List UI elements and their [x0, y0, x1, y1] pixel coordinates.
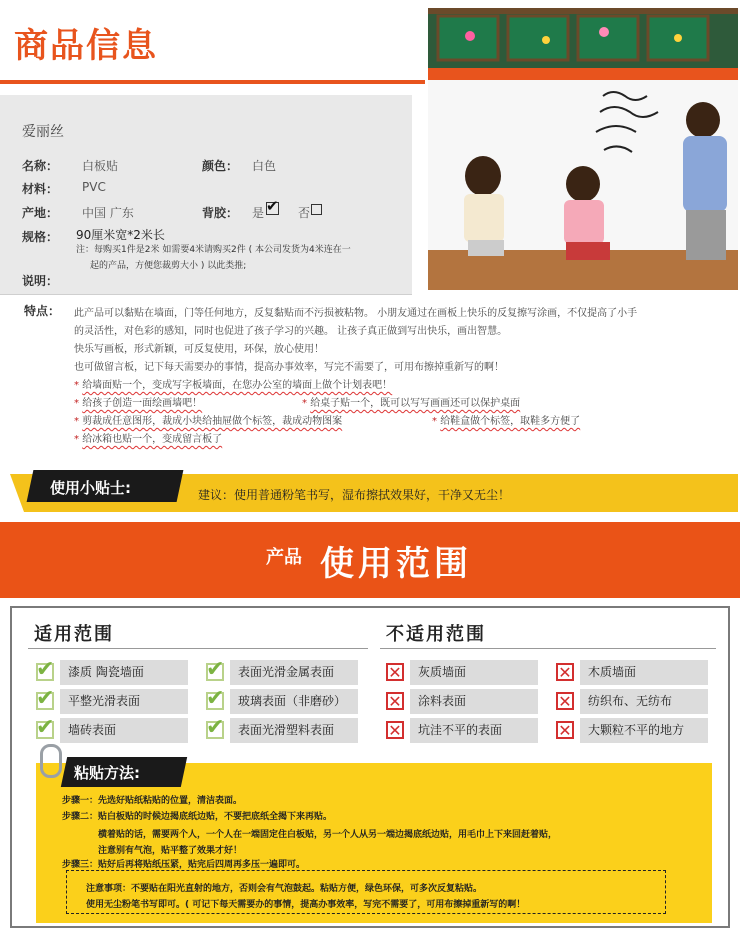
suitable-divider: [28, 648, 368, 649]
color-value: 白色: [252, 159, 277, 173]
backing-yes: 是: [252, 206, 265, 220]
feature-bullet-3b: * 给鞋盒做个标签，取鞋多方便了: [432, 416, 581, 427]
notice-line2: 使用无尘粉笔书写即可。( 可记下每天需要办的事情，提高办事效率，写完不需要了，可用布擦掉重新写的啊！: [86, 900, 526, 910]
material-value: PVC: [82, 180, 106, 194]
name-value: 白板贴: [82, 159, 119, 173]
feature-bullet-1: * 给墙面贴一个，变成写字板墙面，在您办公室的墙面上做个计划表吧！: [74, 380, 393, 391]
title-underline: [0, 80, 425, 84]
spec-value: 90厘米宽*2米长: [76, 228, 165, 242]
unsuitable-item-6: 大颗粒不平的地方: [580, 718, 708, 743]
spec-note-line2: 起的产品，方便您裁剪大小 ) 以此类推;: [90, 261, 247, 271]
method-step2: 步骤二：贴白板贴的时候边揭底纸边贴，不要把底纸全揭下来再贴。: [62, 812, 333, 822]
suitable-item-6: 表面光滑塑料表面: [230, 718, 358, 743]
color-label: 颜色：: [202, 159, 239, 173]
checkmark-icon: ✔: [36, 657, 55, 682]
paperclip-icon: [40, 744, 62, 778]
method-step3: 步骤三：贴好后再将贴纸压紧，贴完后四周再多压一遍即可。: [62, 860, 306, 870]
method-badge-label: 粘贴方法:: [74, 764, 140, 782]
unsuitable-item-1-box: [386, 663, 404, 681]
unsuitable-item-5-box: [386, 721, 404, 739]
suitable-item-4: 玻璃表面（非磨砂）: [230, 689, 358, 714]
star-icon: *: [302, 398, 307, 409]
unsuitable-item-5: 坑洼不平的表面: [410, 718, 538, 743]
checkmark-icon: ✔: [36, 686, 55, 711]
checkmark-icon: ✔: [206, 686, 225, 711]
unsuitable-item-1: 灰质墙面: [410, 660, 538, 685]
backing-label: 背胶：: [202, 206, 239, 220]
method-step2-note: 注意别有气泡，贴平整了效果才好！: [98, 846, 243, 856]
suitable-title: 适用范围: [34, 624, 114, 645]
check-icon: ✔: [266, 197, 279, 215]
unsuitable-item-6-box: [556, 721, 574, 739]
star-icon: *: [74, 398, 79, 409]
star-icon: *: [74, 380, 79, 391]
method-step2-detail: 横着贴的话，需要两个人，一个人在一端固定住白板贴，另一个人从另一端边揭底纸边贴，用毛巾上下来回赶着贴，: [98, 830, 558, 840]
checkmark-icon: ✔: [206, 657, 225, 682]
features-line3: 快乐写画板，形式新颖，可反复使用，环保，放心使用！: [74, 344, 324, 355]
material-label: 材料：: [22, 182, 59, 196]
feature-bullet-4: * 给冰箱也贴一个，变成留言板了: [74, 434, 223, 445]
method-step1: 步骤一：先选好贴纸粘贴的位置，清洁表面。: [62, 796, 243, 806]
unsuitable-item-3-box: [386, 692, 404, 710]
feature-bullet-3a: * 剪裁成任意图形，裁成小块给抽屉做个标签，裁成动物图案: [74, 416, 343, 427]
suitable-item-2: 表面光滑金属表面: [230, 660, 358, 685]
brand-name: 爱丽丝: [22, 124, 64, 140]
description-label: 说明：: [22, 274, 59, 288]
checkmark-icon: ✔: [36, 715, 55, 740]
spec-label: 规格：: [22, 230, 59, 244]
banner-small-text: 产品: [266, 547, 302, 568]
cross-icon: ✕: [388, 721, 402, 740]
page-title: 商品信息: [14, 26, 158, 66]
feature-bullet-2b: * 给桌子贴一个，既可以写写画画还可以保护桌面: [302, 398, 521, 409]
cross-icon: ✕: [388, 692, 402, 711]
spec-note-line1: 注：每购买1件是2米 如需要4米请购买2件 ( 本公司发货为4米连在一: [76, 245, 351, 255]
unsuitable-divider: [380, 648, 716, 649]
unsuitable-item-4: 纺织布、无纺布: [580, 689, 708, 714]
features-line2: 的灵活性，对色彩的感知，同时也促进了孩子学习的兴趣。 让孩子真正做到写出快乐，画出智慧。: [74, 326, 508, 337]
suitable-item-5: 墙砖表面: [60, 718, 188, 743]
notice-line1: 注意事项：不要贴在阳光直射的地方，否则会有气泡鼓起。粘贴方便，绿色环保，可多次反复粘贴。: [86, 884, 483, 894]
unsuitable-item-2: 木质墙面: [580, 660, 708, 685]
kids-drawing-illustration: [428, 8, 738, 290]
features-label: 特点：: [24, 304, 61, 318]
unsuitable-item-2-box: [556, 663, 574, 681]
unsuitable-item-3: 涂料表面: [410, 689, 538, 714]
features-line4: 也可做留言板，记下每天需要办的事情，提高办事效率，写完不需要了，可用布擦掉重新写的啊！: [74, 362, 504, 373]
cross-icon: ✕: [558, 692, 572, 711]
origin-label: 产地：: [22, 206, 59, 220]
cross-icon: ✕: [558, 663, 572, 682]
product-photo: [428, 8, 738, 290]
suitable-item-1: 漆质 陶瓷墙面: [60, 660, 188, 685]
suitable-item-3: 平整光滑表面: [60, 689, 188, 714]
backing-no-checkbox: [311, 204, 322, 215]
star-icon: *: [74, 416, 79, 427]
tip-text: 建议：使用普通粉笔书写，湿布擦拭效果好，干净又无尘！: [198, 488, 511, 502]
features-line1: 此产品可以黏贴在墙面，门等任何地方，反复黏贴而不污损被粘物。 小朋友通过在画板上快乐的反复擦写涂画，不仅提高了小手: [74, 308, 638, 319]
feature-bullet-2a: * 给孩子创造一面绘画墙吧！: [74, 398, 203, 409]
star-icon: *: [432, 416, 437, 427]
star-icon: *: [74, 434, 79, 445]
backing-no: 否: [298, 206, 311, 220]
origin-value: 中国 广东: [82, 206, 134, 220]
child-left: [464, 156, 504, 256]
cross-icon: ✕: [558, 721, 572, 740]
tip-badge-label: 使用小贴士:: [50, 479, 131, 497]
unsuitable-item-4-box: [556, 692, 574, 710]
name-label: 名称：: [22, 159, 59, 173]
cross-icon: ✕: [388, 663, 402, 682]
checkmark-icon: ✔: [206, 715, 225, 740]
info-divider: [0, 294, 412, 295]
unsuitable-title: 不适用范围: [386, 624, 486, 645]
banner-title: 使用范围: [320, 544, 472, 584]
